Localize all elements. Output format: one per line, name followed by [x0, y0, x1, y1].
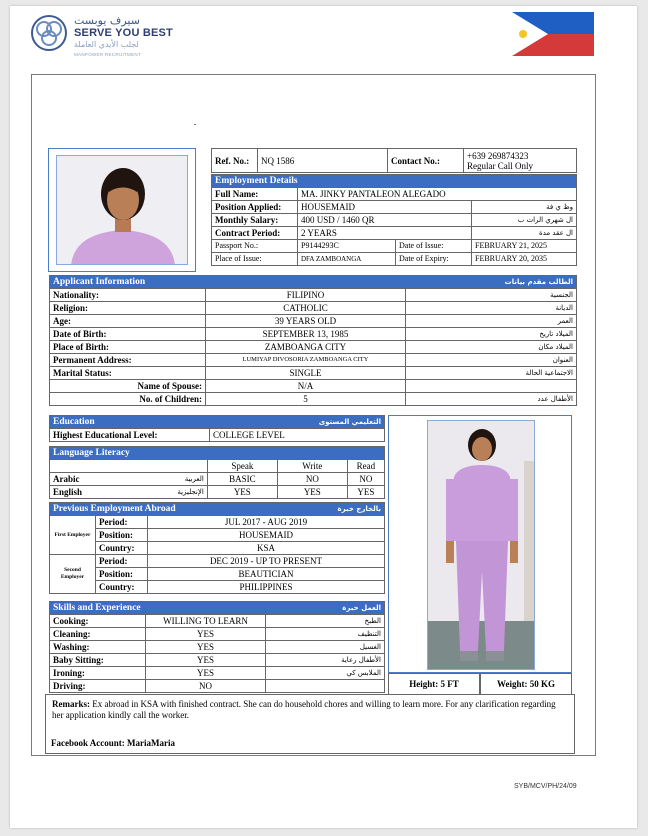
passport-value: P9144293C [298, 240, 396, 253]
first-country-label: Country: [96, 542, 148, 555]
pob-label: Place of Birth: [50, 341, 206, 354]
babysitting-label: Baby Sitting: [50, 654, 146, 667]
contact-label: Contact No.: [388, 149, 464, 173]
cleaning-label: Cleaning: [50, 628, 146, 641]
ironing-ar: الملابس كي [266, 667, 385, 680]
address-label: Permanent Address: [50, 354, 206, 367]
second-employer-label: Second Employer [50, 555, 96, 594]
applicant-title-ar: الطالب مقدم بيانات [504, 278, 573, 286]
logo-arabic: سيرف يوبست [74, 14, 140, 27]
employment-table [211, 174, 577, 266]
marital-label: Marital Status: [50, 367, 206, 380]
applicant-title: Applicant Information [53, 277, 146, 287]
portrait-photo [56, 155, 188, 265]
driving-ar [266, 680, 385, 693]
remarks-label: Remarks: [52, 699, 90, 709]
address-ar: العنوان [406, 354, 577, 367]
first-employer-label: First Employer [50, 516, 96, 555]
english-read: YES [347, 486, 384, 499]
education-value: COLLEGE LEVEL [210, 429, 385, 442]
dob-label: Date of Birth: [50, 328, 206, 341]
full-name-label: Full Name: [212, 188, 298, 201]
measurements [388, 673, 572, 695]
document-code: SYB/MCV/PH/24/09 [514, 783, 577, 790]
previous-employment-table [49, 502, 385, 594]
education-title: Education [53, 417, 95, 427]
arabic-write: NO [277, 473, 347, 486]
fullbody-image-icon [428, 421, 535, 670]
age-value: 39 YEARS OLD [206, 315, 406, 328]
issue-date-value: FEBRUARY 21, 2025 [472, 240, 577, 253]
applicant-header [50, 276, 577, 289]
first-position-label: Position: [96, 529, 148, 542]
facebook-account: Facebook Account: MariaMaria [51, 738, 175, 748]
previous-title-ar: بالخارج خبرة [337, 505, 381, 513]
passport-label: Passport No.: [212, 240, 298, 253]
logo-arabic-sub: لجلب الأيدي العاملة [74, 40, 139, 49]
ref-value: NQ 1586 [258, 149, 388, 173]
height-value: Height: 5 FT [388, 673, 480, 695]
nationality-ar: الجنسية [406, 289, 577, 302]
driving-value: NO [146, 680, 266, 693]
second-period-label: Period: [96, 555, 148, 568]
religion-value: CATHOLIC [206, 302, 406, 315]
washing-ar: الغسيل [266, 641, 385, 654]
english-write: YES [277, 486, 347, 499]
language-table [49, 446, 385, 499]
babysitting-ar: الأطفال رعاية [266, 654, 385, 667]
age-ar: العمر [406, 315, 577, 328]
ironing-label: Ironing: [50, 667, 146, 680]
expiry-label: Date of Expiry: [396, 253, 472, 266]
education-label: Highest Educational Level: [50, 429, 210, 442]
skills-title-ar: العمل خبرة [342, 604, 381, 612]
previous-title: Previous Employment Abroad [53, 504, 176, 514]
children-ar: الأطفال عدد [406, 393, 577, 406]
address-value: LUMIYAP DIVOSORIA ZAMBOANGA CITY [206, 354, 406, 367]
issue-date-label: Date of Issue: [396, 240, 472, 253]
skills-table [49, 601, 385, 693]
arabic-ar: العربية [100, 473, 208, 486]
english-speak: YES [207, 486, 277, 499]
skills-title: Skills and Experience [53, 603, 141, 613]
second-position-label: Position: [96, 568, 148, 581]
education-table [49, 415, 385, 442]
applicant-table [49, 275, 577, 406]
contact-value: +639 269874323 [467, 150, 529, 161]
language-header: Language Literacy [50, 447, 385, 460]
col-write: Write [277, 460, 347, 473]
position-value: HOUSEMAID [298, 201, 472, 214]
age-label: Age: [50, 315, 206, 328]
language-blank [50, 460, 208, 473]
arabic-label: Arabic [50, 473, 100, 486]
position-label: Position Applied: [212, 201, 298, 214]
fullbody-photo [427, 420, 535, 670]
cooking-ar: الطبخ [266, 615, 385, 628]
pob-ar: الميلاد مكان [406, 341, 577, 354]
marital-value: SINGLE [206, 367, 406, 380]
children-value: 5 [206, 393, 406, 406]
skills-header [50, 602, 385, 615]
place-issue-label: Place of Issue: [212, 253, 298, 266]
dob-ar: الميلاد تاريخ [406, 328, 577, 341]
washing-label: Washing: [50, 641, 146, 654]
mark [194, 124, 196, 125]
first-period-label: Period: [96, 516, 148, 529]
education-title-ar: التعليمي المستوى [318, 418, 381, 426]
cleaning-value: YES [146, 628, 266, 641]
salary-ar: ال شهري الرات ب [472, 214, 577, 227]
salary-value: 400 USD / 1460 QR [298, 214, 472, 227]
col-read: Read [347, 460, 384, 473]
nationality-value: FILIPINO [206, 289, 406, 302]
second-country-label: Country: [96, 581, 148, 594]
driving-label: Driving: [50, 680, 146, 693]
children-label: No. of Children: [50, 393, 206, 406]
arabic-read: NO [347, 473, 384, 486]
cooking-value: WILLING TO LEARN [146, 615, 266, 628]
philippines-flag-icon [512, 12, 594, 56]
employment-header: Employment Details [212, 175, 577, 188]
nationality-label: Nationality: [50, 289, 206, 302]
arabic-speak: BASIC [207, 473, 277, 486]
english-label: English [50, 486, 100, 499]
cooking-label: Cooking: [50, 615, 146, 628]
spouse-value: N/A [206, 380, 406, 393]
religion-ar: الديانة [406, 302, 577, 315]
company-logo [30, 14, 190, 60]
logo-emblem-icon [30, 14, 68, 52]
col-speak: Speak [207, 460, 277, 473]
full-name-value: MA. JINKY PANTALEON ALEGADO [298, 188, 577, 201]
second-country-value: PHILIPPINES [148, 581, 385, 594]
washing-value: YES [146, 641, 266, 654]
position-ar: وظ ي فة [472, 201, 577, 214]
ref-table [211, 148, 577, 173]
logo-sub: MANPOWER RECRUITMENT [74, 52, 141, 57]
logo-english: SERVE YOU BEST [74, 27, 173, 39]
spouse-ar [406, 380, 577, 393]
second-position-value: BEAUTICIAN [148, 568, 385, 581]
pob-value: ZAMBOANGA CITY [206, 341, 406, 354]
previous-header [50, 503, 385, 516]
ironing-value: YES [146, 667, 266, 680]
contract-ar: ال عقد مدة [472, 227, 577, 240]
first-position-value: HOUSEMAID [148, 529, 385, 542]
cleaning-ar: التنظيف [266, 628, 385, 641]
weight-value: Weight: 50 KG [480, 673, 572, 695]
first-period-value: JUL 2017 - AUG 2019 [148, 516, 385, 529]
remarks-text: Ex abroad in KSA with finished contract. She can do household chores and willing to learn more. For any clarification regarding her application kindly call the worker. [52, 699, 556, 720]
religion-label: Religion: [50, 302, 206, 315]
contact-note: Regular Call Only [467, 160, 533, 171]
ref-label: Ref. No.: [212, 149, 258, 173]
second-period-value: DEC 2019 - UP TO PRESENT [148, 555, 385, 568]
portrait-photo-frame [48, 148, 196, 272]
first-country-value: KSA [148, 542, 385, 555]
salary-label: Monthly Salary: [212, 214, 298, 227]
contact-cell [464, 149, 577, 173]
marital-ar: الاجتماعية الحالة [406, 367, 577, 380]
portrait-image-icon [57, 156, 188, 265]
dob-value: SEPTEMBER 13, 1985 [206, 328, 406, 341]
english-ar: الإنجليزية [100, 486, 208, 499]
contract-label: Contract Period: [212, 227, 298, 240]
spouse-label: Name of Spouse: [50, 380, 206, 393]
place-issue-value: DFA ZAMBOANGA [298, 253, 396, 266]
expiry-value: FEBRUARY 20, 2035 [472, 253, 577, 266]
contract-value: 2 YEARS [298, 227, 472, 240]
fullbody-photo-frame [388, 415, 572, 673]
babysitting-value: YES [146, 654, 266, 667]
education-header [50, 416, 385, 429]
